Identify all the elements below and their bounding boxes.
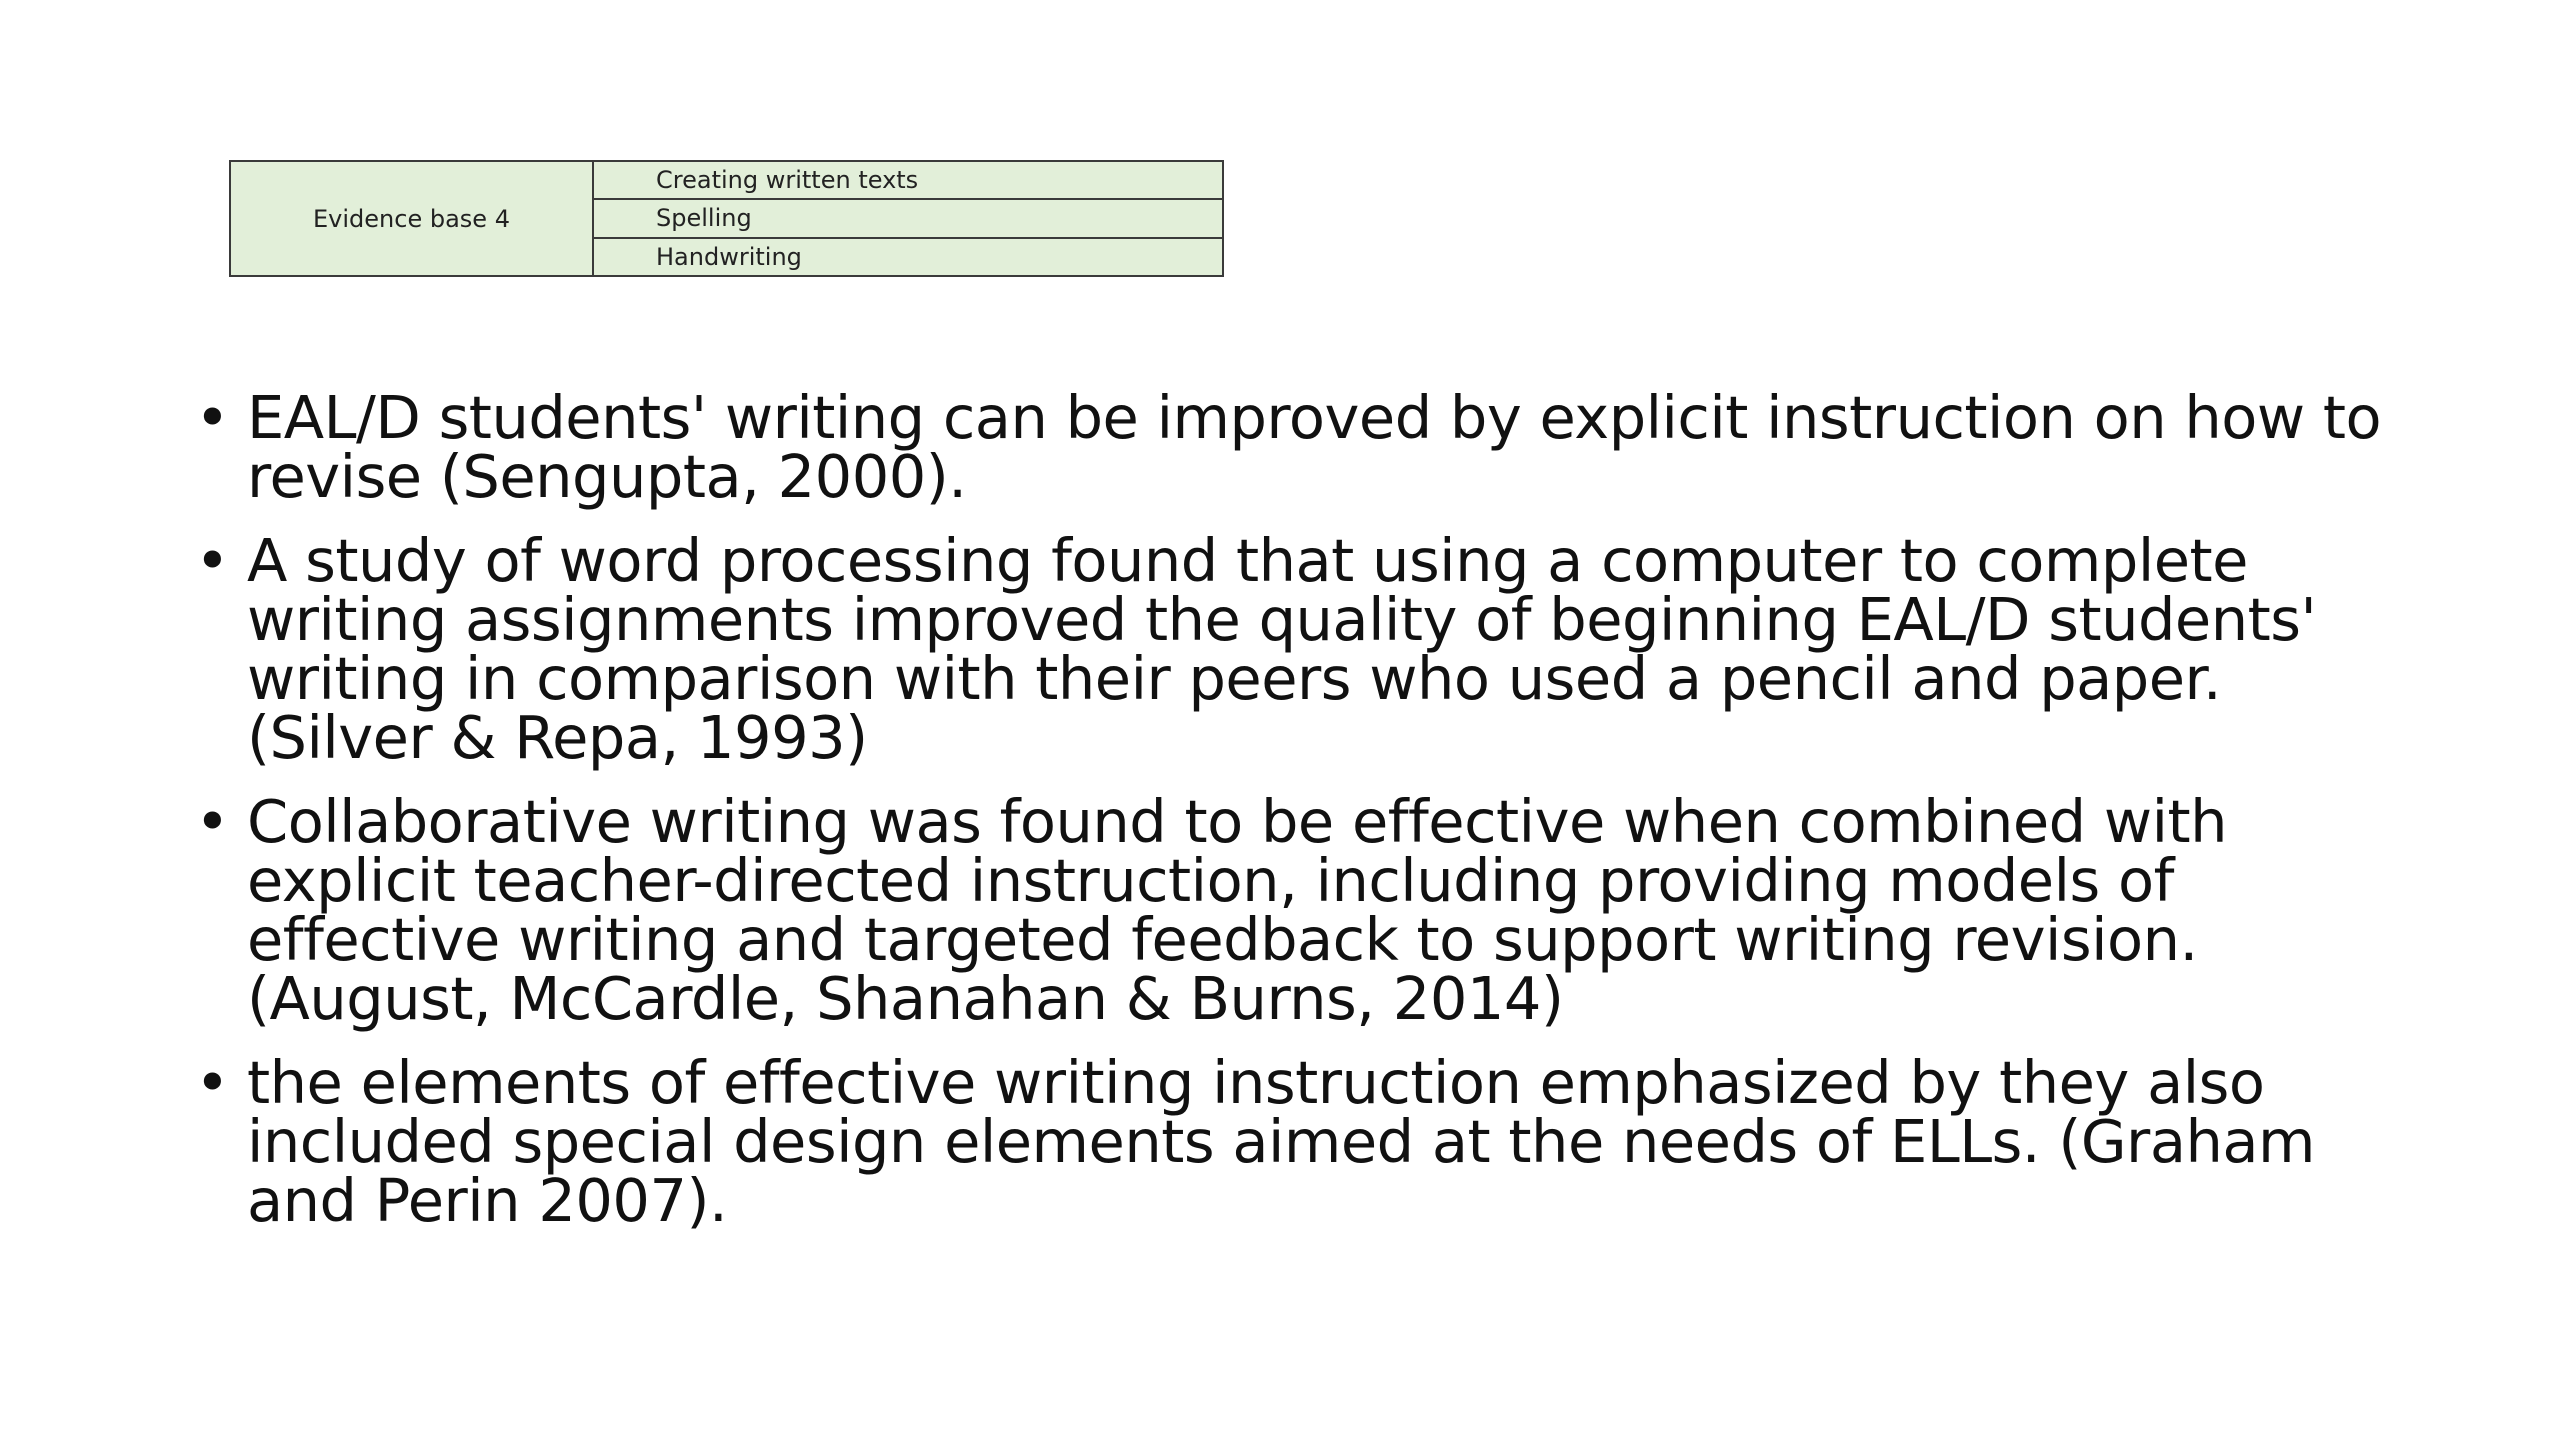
bullet-item-writing-instruction: [195, 1048, 2395, 1235]
bullet-icon: •: [195, 1048, 230, 1117]
bullet-text: the elements of effective writing instruction emphasized by they also included special design elements aimed at the needs of ELLs. (Graham and Perin 2007).: [247, 1048, 2315, 1235]
bullet-text: EAL/D students' writing can be improved by explicit instruction on how to revise (Sengupta, 2000).: [247, 383, 2382, 511]
evidence-table: [229, 160, 1224, 277]
bullet-icon: •: [195, 526, 230, 595]
bullet-item-revision: [195, 383, 2395, 511]
evidence-item-handwriting: Handwriting: [593, 238, 1223, 276]
bullet-item-word-processing: [195, 526, 2395, 772]
bullet-list: [195, 383, 2395, 1255]
bullet-item-collaborative-writing: [195, 787, 2395, 1033]
bullet-text: A study of word processing found that using a computer to complete writing assignments improved the quality of beginning EAL/D students' writing in comparison with their peers who used a pencil and paper. (Silver & Repa, 1993): [247, 526, 2317, 772]
bullet-icon: •: [195, 787, 230, 856]
evidence-item-spelling: Spelling: [593, 199, 1223, 237]
bullet-icon: •: [195, 383, 230, 452]
evidence-base-label: Evidence base 4: [230, 161, 593, 276]
table-row: [230, 161, 1223, 199]
evidence-item-creating-written-texts: Creating written texts: [593, 161, 1223, 199]
bullet-text: Collaborative writing was found to be effective when combined with explicit teacher-directed instruction, including providing models of effective writing and targeted feedback to support writing revision. (August, McCardle, Shanahan & Burns, 2014): [247, 787, 2228, 1033]
